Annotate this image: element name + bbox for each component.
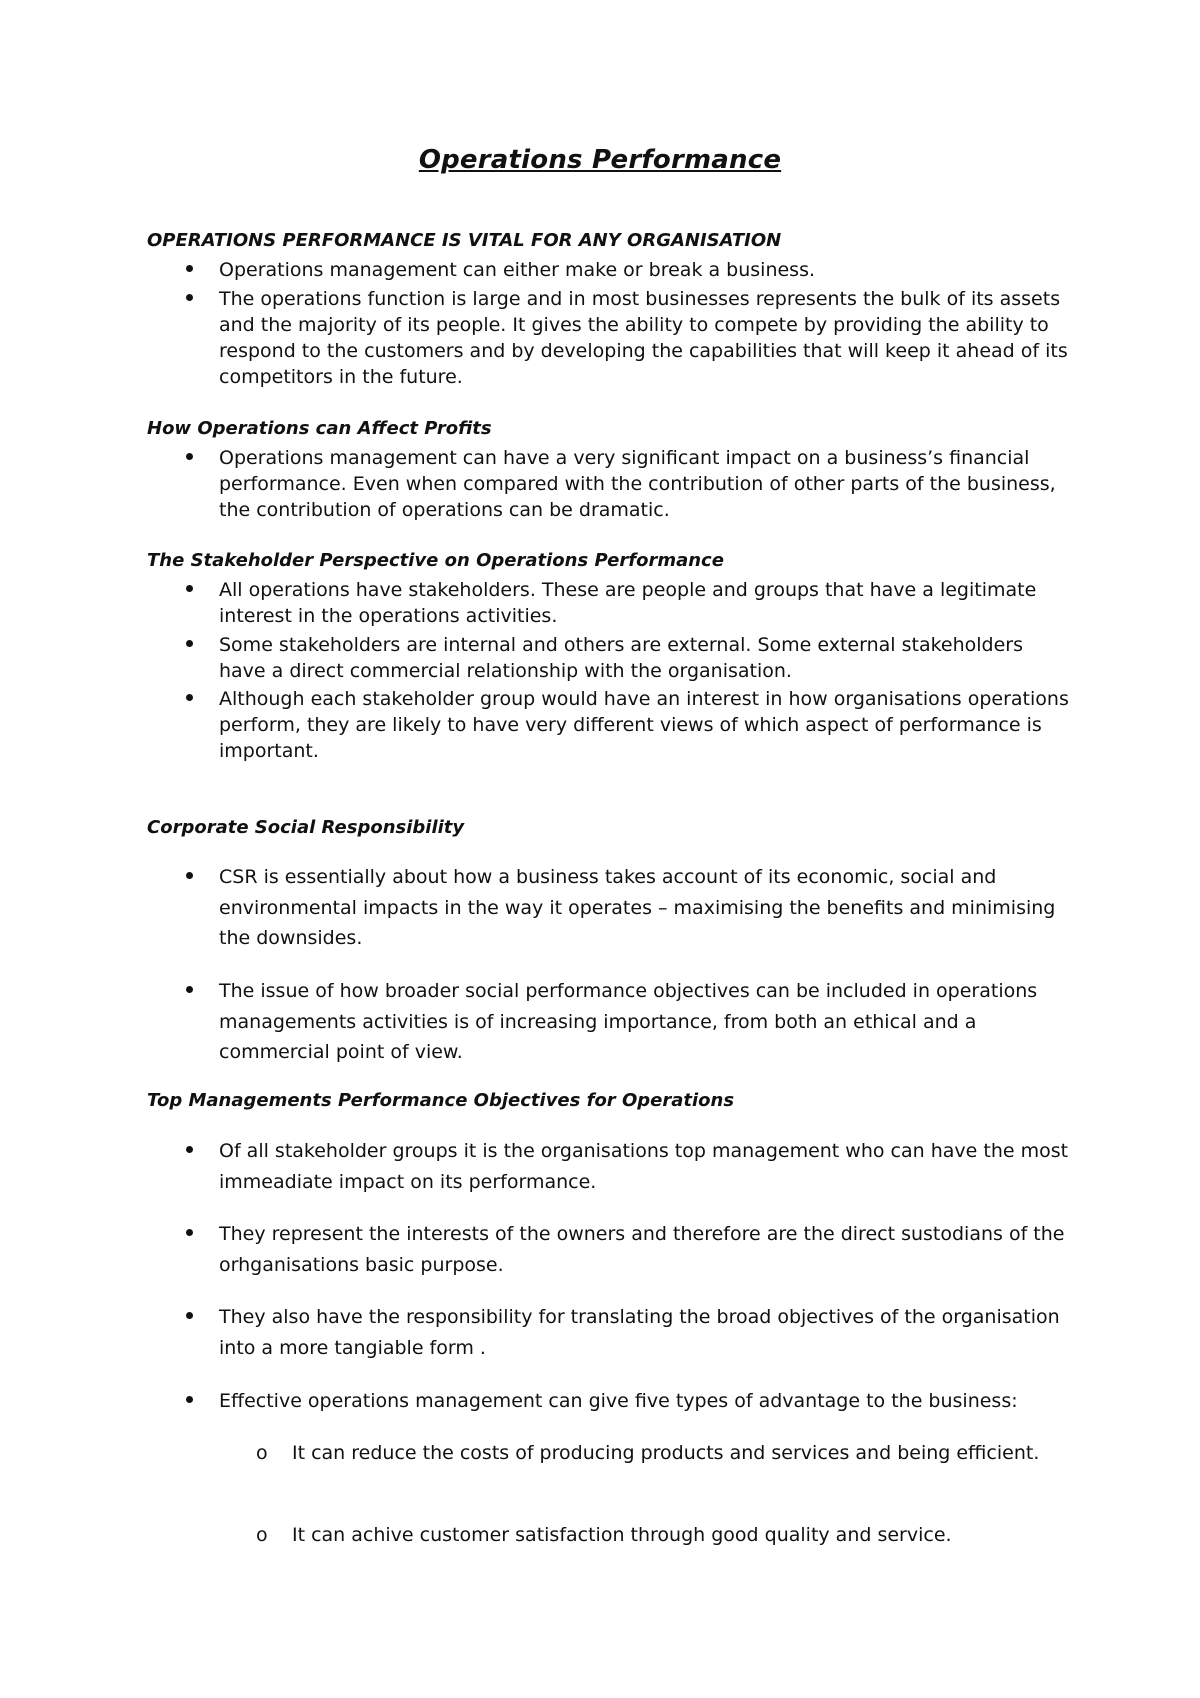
list-item: CSR is essentially about how a business takes account of its economic, social and environmental impacts in the way it operates – maximising the benefits and minimising the downsides. [219,862,1069,954]
bullet-icon [186,862,198,893]
list-item: The issue of how broader social performance objectives can be included in operations managements activities is of increasing importance, from both an ethical and a commercial point of view. [219,976,1069,1068]
sub-list-item: o It can achive customer satisfaction through good quality and service. [292,1520,1072,1551]
circle-bullet-icon: o [256,1442,268,1464]
section-heading: OPERATIONS PERFORMANCE IS VITAL FOR ANY ORGANISATION [147,230,782,251]
section-heading: How Operations can Affect Profits [147,418,492,439]
bullet-icon [186,976,198,1007]
list-item: Effective operations management can give five types of advantage to the business: [219,1386,1069,1417]
list-item: Of all stakeholder groups it is the organisations top management who can have the most immeadiate impact on its performance. [219,1136,1069,1197]
section-heading: The Stakeholder Perspective on Operations Performance [147,550,724,571]
list-item: All operations have stakeholders. These are people and groups that have a legitimate interest in the operations activities. [219,577,1069,629]
page-title: Operations Performance [418,145,782,175]
bullet-icon [186,445,198,471]
bullet-icon [186,632,198,658]
list-item: They also have the responsibility for translating the broad objectives of the organisation into a more tangiable form . [219,1302,1069,1363]
bullet-icon [186,257,198,283]
bullet-icon [186,577,198,603]
circle-bullet-icon: o [256,1524,268,1546]
list-item: Operations management can have a very significant impact on a business’s financial performance. Even when compared with the contribution of other parts of the business, the contribution of operations can be dramatic. [219,445,1069,523]
list-item: They represent the interests of the owners and therefore are the direct sustodians of the orhganisations basic purpose. [219,1219,1069,1280]
sub-list-item: o It can reduce the costs of producing products and services and being efficient. [292,1438,1072,1469]
list-item: Operations management can either make or break a business. [219,257,1069,283]
bullet-icon [186,1302,198,1333]
section-heading: Top Managements Performance Objectives for Operations [147,1090,735,1111]
bullet-icon [186,1386,198,1417]
bullet-icon [186,1219,198,1250]
list-item: Some stakeholders are internal and others are external. Some external stakeholders have a direct commercial relationship with the organisation. [219,632,1069,684]
list-item: Although each stakeholder group would have an interest in how organisations operations perform, they are likely to have very different views of which aspect of performance is important. [219,686,1069,764]
bullet-icon [186,686,198,712]
list-item: The operations function is large and in most businesses represents the bulk of its assets and the majority of its people. It gives the ability to compete by providing the ability to respond to the customers and by developing the capabilities that will keep it ahead of its competitors in the future. [219,286,1069,390]
section-heading: Corporate Social Responsibility [147,817,465,838]
bullet-icon [186,1136,198,1167]
bullet-icon [186,286,198,312]
